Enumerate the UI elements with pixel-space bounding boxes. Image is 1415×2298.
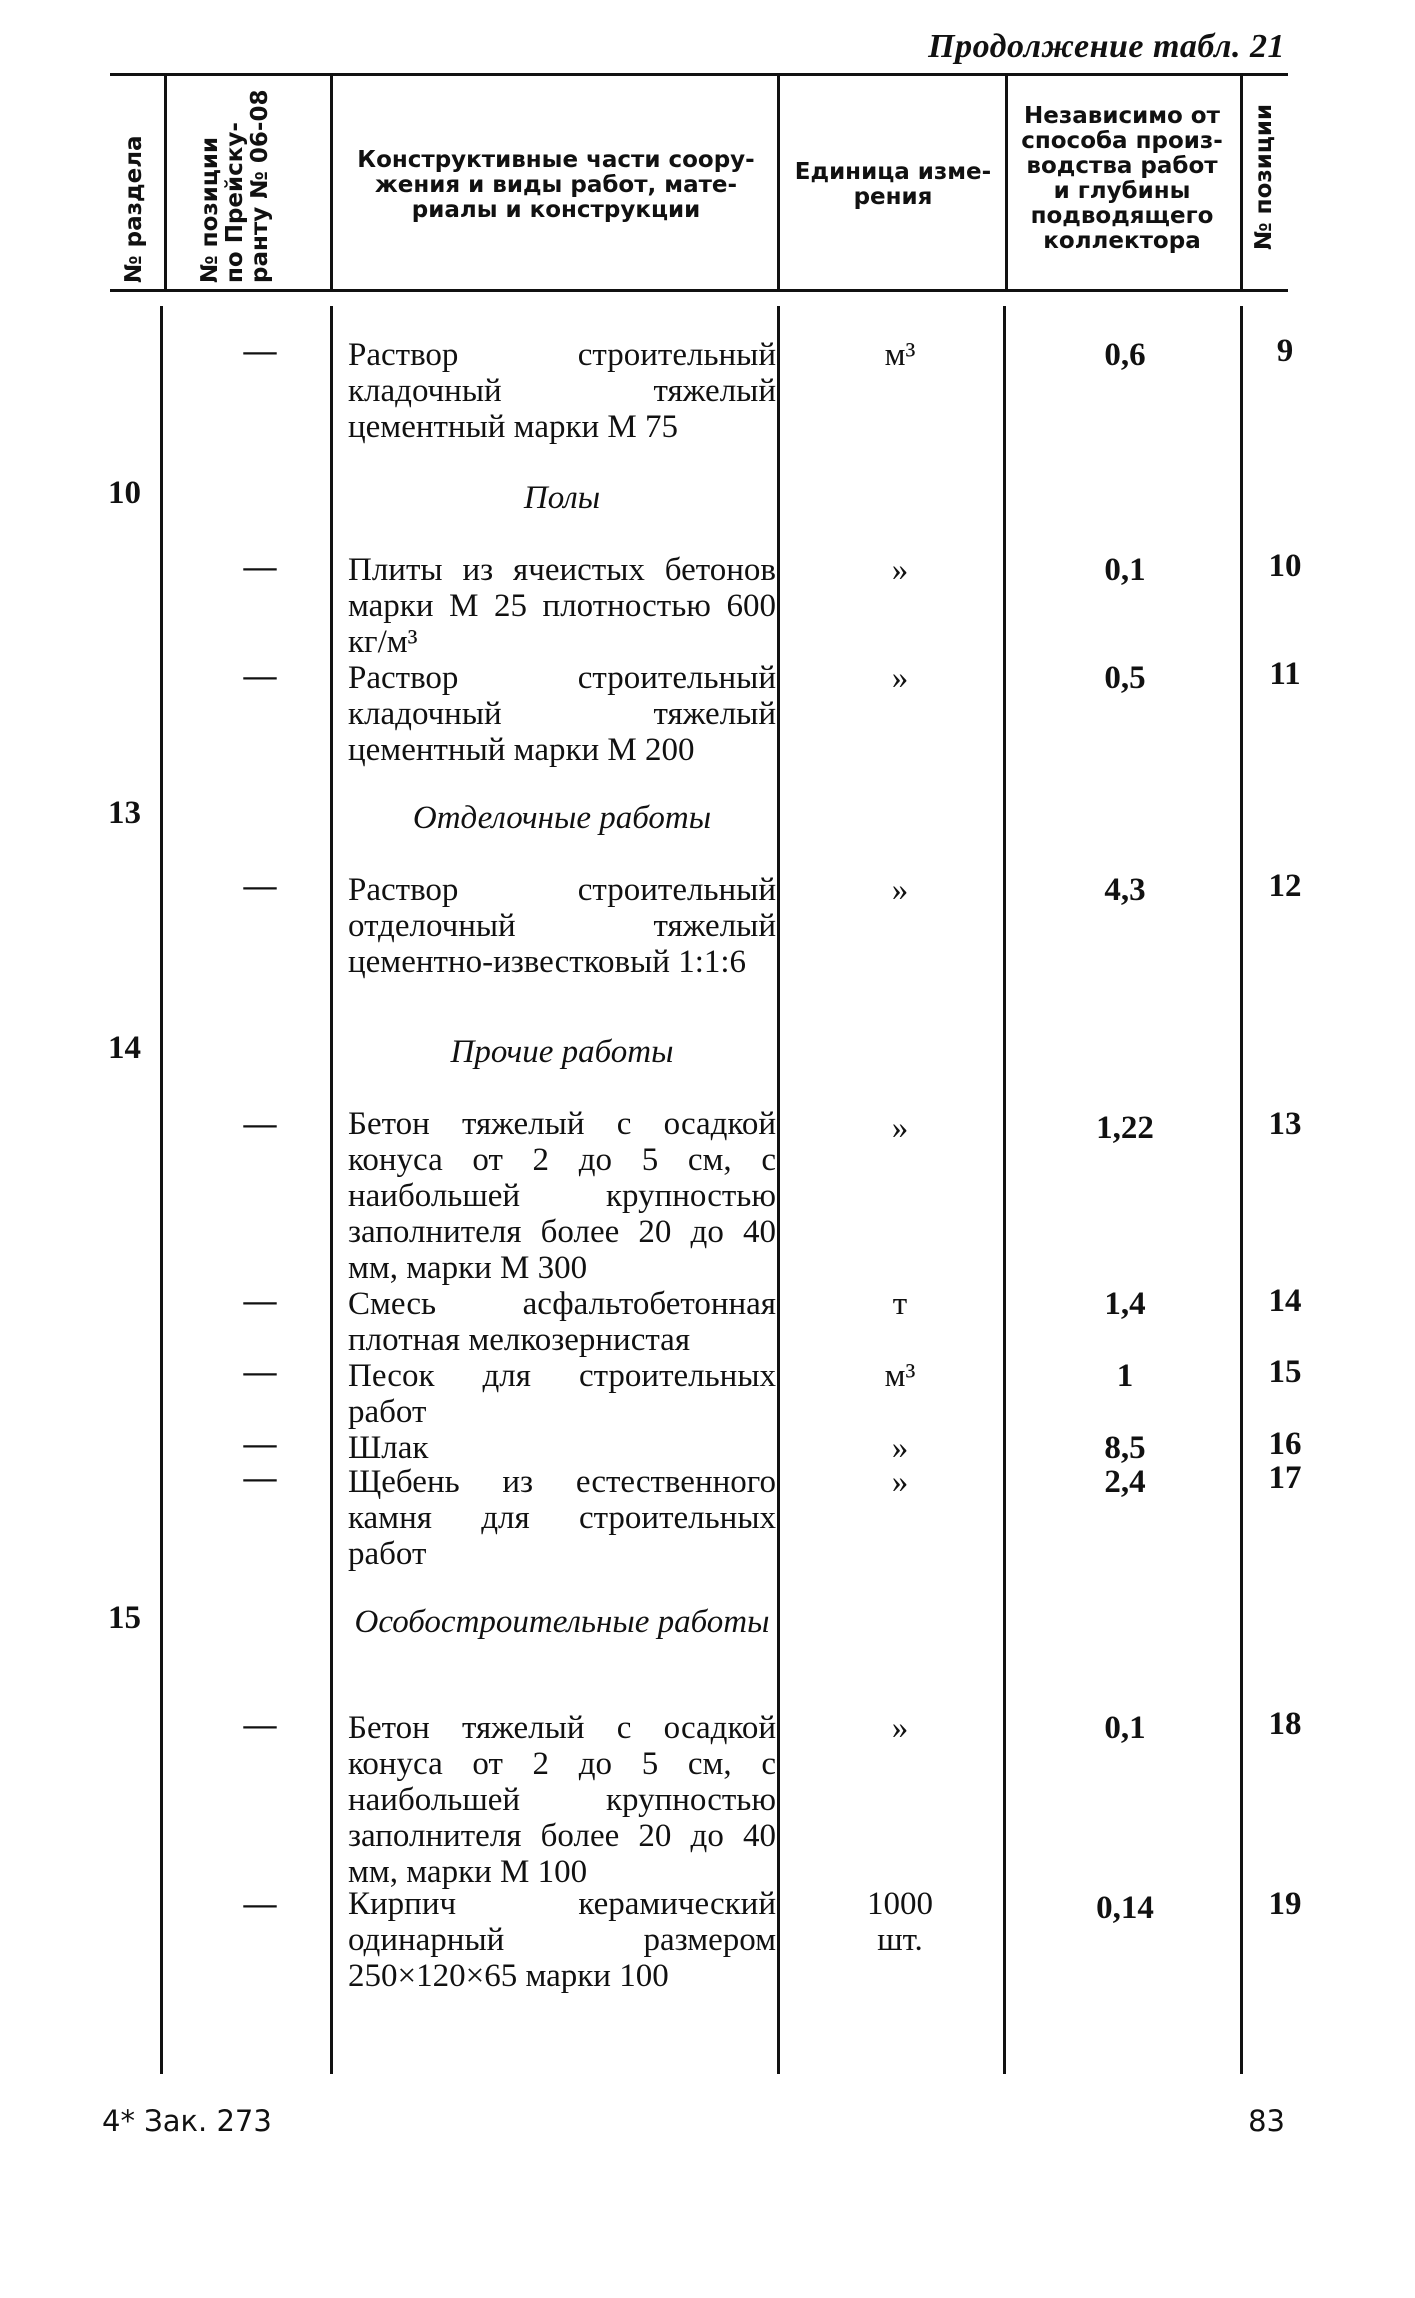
row-position: 16	[1268, 1426, 1302, 1462]
row-value: 1	[1116, 1358, 1134, 1394]
footer-order-number: 4* Зак. 273	[102, 2104, 272, 2138]
row-value: 0,5	[1104, 660, 1146, 696]
row-unit: »	[891, 660, 909, 696]
row-dash: —	[243, 1426, 277, 1462]
header-section-no: № раздела	[121, 135, 147, 283]
row-position: 13	[1268, 1106, 1302, 1142]
section-title: Прочие работы	[450, 1034, 674, 1070]
row-dash: —	[243, 658, 277, 694]
row-description: Кирпич керамический одинарный размером 250×120×65 марки 100	[348, 1886, 776, 1994]
header-top-rule	[110, 73, 1288, 76]
section-number: 10	[108, 475, 141, 511]
row-unit: »	[891, 1464, 909, 1500]
row-dash: —	[243, 1354, 277, 1390]
header-bottom-rule	[110, 289, 1288, 292]
row-position: 12	[1268, 868, 1302, 904]
table-caption: Продолжение табл. 21	[928, 28, 1285, 65]
header-unit: Единица изме- рения	[794, 159, 992, 210]
row-position: 14	[1268, 1283, 1302, 1319]
body-divider	[160, 306, 163, 2074]
section-number: 13	[108, 795, 141, 831]
row-unit: т	[892, 1286, 908, 1322]
section-number: 15	[108, 1600, 141, 1636]
header-price-position: № позиции по Прейску- ранту № 06-08	[197, 89, 273, 283]
row-unit: »	[891, 872, 909, 908]
section-title: Полы	[523, 480, 601, 516]
row-value: 8,5	[1104, 1430, 1146, 1466]
page-number: 83	[1248, 2104, 1285, 2138]
row-unit: »	[891, 1710, 909, 1746]
row-dash: —	[243, 868, 277, 904]
row-value: 1,22	[1096, 1110, 1154, 1146]
row-value: 2,4	[1104, 1464, 1146, 1500]
row-position: 17	[1268, 1460, 1302, 1496]
header-parts: Конструктивные части соору- жения и виды работ, мате- риалы и конструкции	[357, 147, 755, 223]
row-description: Раствор строительный кладочный тяжелый цементный марки М 75	[348, 337, 776, 445]
row-unit: »	[891, 1430, 909, 1466]
row-dash: —	[243, 1460, 277, 1496]
row-dash: —	[243, 1283, 277, 1319]
row-description: Щебень из естественного камня для строительных работ	[348, 1464, 776, 1572]
row-description: Раствор строительный кладочный тяжелый цементный марки М 200	[348, 660, 776, 768]
row-dash: —	[243, 549, 277, 585]
row-unit: »	[891, 552, 909, 588]
row-unit: 1000 шт.	[867, 1886, 933, 1958]
header-position: № позиции	[1251, 103, 1277, 250]
row-unit: м³	[884, 337, 916, 373]
row-position: 18	[1268, 1706, 1302, 1742]
row-value: 0,6	[1104, 337, 1146, 373]
row-description: Раствор строительный отделочный тяжелый цементно-известковый 1:1:6	[348, 872, 776, 980]
row-description: Шлак	[348, 1430, 429, 1466]
row-value: 1,4	[1104, 1286, 1146, 1322]
header-divider	[777, 76, 780, 289]
row-dash: —	[243, 1886, 277, 1922]
row-position: 10	[1268, 548, 1302, 584]
row-dash: —	[243, 1707, 277, 1743]
row-dash: —	[243, 1106, 277, 1142]
row-position: 9	[1276, 333, 1294, 369]
row-description: Бетон тяжелый с осадкой конуса от 2 до 5 см, с наибольшей крупностью заполнителя более 20 до 40 мм, марки М 100	[348, 1710, 776, 1890]
section-title: Отделочные работы	[412, 800, 712, 836]
row-value: 0,1	[1104, 1710, 1146, 1746]
header-divider	[164, 76, 167, 289]
row-dash: —	[243, 333, 277, 369]
section-number: 14	[108, 1030, 141, 1066]
row-description: Плиты из ячеистых бетонов марки М 25 плотностью 600 кг/м³	[348, 552, 776, 660]
row-value: 0,1	[1104, 552, 1146, 588]
row-position: 15	[1268, 1354, 1302, 1390]
row-description: Бетон тяжелый с осадкой конуса от 2 до 5 см, с наибольшей крупностью заполнителя более 20 до 40 мм, марки М 300	[348, 1106, 776, 1286]
header-independent: Независимо от способа произ- водства работ и глубины подводящего коллектора	[1021, 103, 1223, 254]
row-unit: »	[891, 1110, 909, 1146]
row-value: 4,3	[1104, 872, 1146, 908]
row-description: Песок для строительных работ	[348, 1358, 776, 1430]
body-divider	[330, 306, 333, 2074]
row-position: 11	[1269, 656, 1301, 692]
row-unit: м³	[884, 1358, 916, 1394]
body-divider	[1240, 306, 1243, 2074]
header-divider	[1240, 76, 1243, 289]
section-title: Особостроительные работы	[354, 1604, 770, 1640]
body-divider	[777, 306, 780, 2074]
row-description: Смесь асфальтобетонная плотная мелкозернистая	[348, 1286, 776, 1358]
row-value: 0,14	[1096, 1890, 1154, 1926]
row-position: 19	[1268, 1886, 1302, 1922]
header-divider	[330, 76, 333, 289]
